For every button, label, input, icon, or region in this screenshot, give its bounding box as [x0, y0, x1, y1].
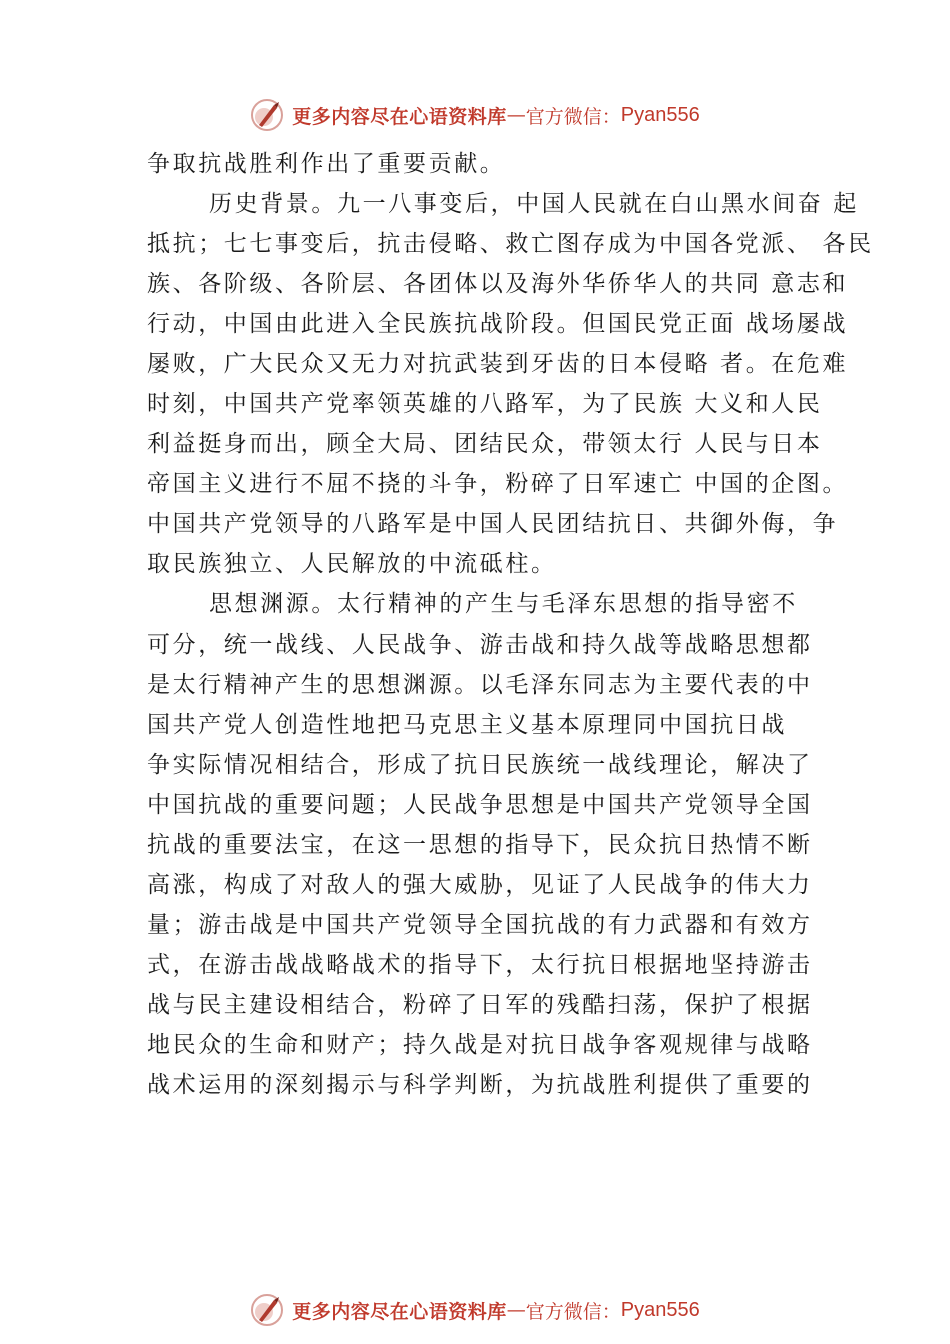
text-line: 战与民主建设相结合，粉碎了日军的残酷扫荡，保护了根据 [147, 992, 813, 1018]
text-line: 抗战的重要法宝，在这一思想的指导下，民众抗日热情不断 [147, 832, 813, 858]
watermark-title: 更多内容尽在心语资料库 [292, 1300, 507, 1323]
header-watermark [0, 95, 950, 135]
text-line: 利益挺身而出，顾全大局、团结民众，带领太行 人民与日本 [147, 431, 823, 457]
quill-logo-icon [250, 98, 284, 132]
watermark-official-label: 官方微信： [525, 1300, 621, 1323]
footer-watermark [0, 1290, 950, 1330]
text-line: 可分，统一战线、人民战争、游击战和持久战等战略思想都 [147, 632, 813, 658]
text-line: 量；游击战是中国共产党领导全国抗战的有力武器和有效方 [147, 912, 813, 938]
text-line: 中国共产党领导的八路军是中国人民团结抗日、共御外侮，争 [147, 511, 839, 537]
text-line: 战术运用的深刻揭示与科学判断，为抗战胜利提供了重要的 [147, 1072, 813, 1098]
watermark-dash: — [506, 104, 526, 126]
text-line: 帝国主义进行不屈不挠的斗争，粉碎了日军速亡 中国的企图。 [147, 471, 849, 497]
quill-logo-icon [250, 1293, 284, 1327]
paragraph-start-line: 历史背景。九一八事变后，中国人民就在白山黑水间奋 起 [209, 191, 859, 217]
text-line: 争取抗战胜利作出了重要贡献。 [147, 151, 506, 177]
text-line: 争实际情况相结合，形成了抗日民族统一战线理论，解决了 [147, 752, 813, 778]
text-line: 地民众的生命和财产；持久战是对抗日战争客观规律与战略 [147, 1032, 813, 1058]
text-line: 中国抗战的重要问题；人民战争思想是中国共产党领导全国 [147, 792, 813, 818]
text-line: 国共产党人创造性地把马克思主义基本原理同中国抗日战 [147, 712, 787, 738]
watermark-wechat-id: Pyan556 [620, 103, 700, 126]
document-body [147, 144, 874, 1105]
paragraph-start-line: 思想渊源。太行精神的产生与毛泽东思想的指导密不 [209, 591, 798, 617]
watermark-title: 更多内容尽在心语资料库 [292, 105, 507, 128]
text-line: 式，在游击战战略战术的指导下，太行抗日根据地坚持游击 [147, 952, 813, 978]
text-line: 抵抗；七七事变后，抗击侵略、救亡图存成为中国各党派、 各民 [147, 231, 874, 257]
watermark-wechat-id: Pyan556 [620, 1298, 700, 1321]
text-line: 屡败，广大民众又无力对抗武装到牙齿的日本侵略 者。在危难 [147, 351, 849, 377]
watermark-dash: — [506, 1299, 526, 1321]
text-line: 族、各阶级、各阶层、各团体以及海外华侨华人的共同 意志和 [147, 271, 849, 297]
text-line: 时刻，中国共产党率领英雄的八路军，为了民族 大义和人民 [147, 391, 823, 417]
text-line: 高涨，构成了对敌人的强大威胁，见证了人民战争的伟大力 [147, 872, 813, 898]
text-line: 取民族独立、人民解放的中流砥柱。 [147, 551, 557, 577]
watermark-official-label: 官方微信： [525, 105, 621, 128]
text-line: 行动，中国由此进入全民族抗战阶段。但国民党正面 战场屡战 [147, 311, 849, 337]
text-line: 是太行精神产生的思想渊源。以毛泽东同志为主要代表的中 [147, 672, 813, 698]
